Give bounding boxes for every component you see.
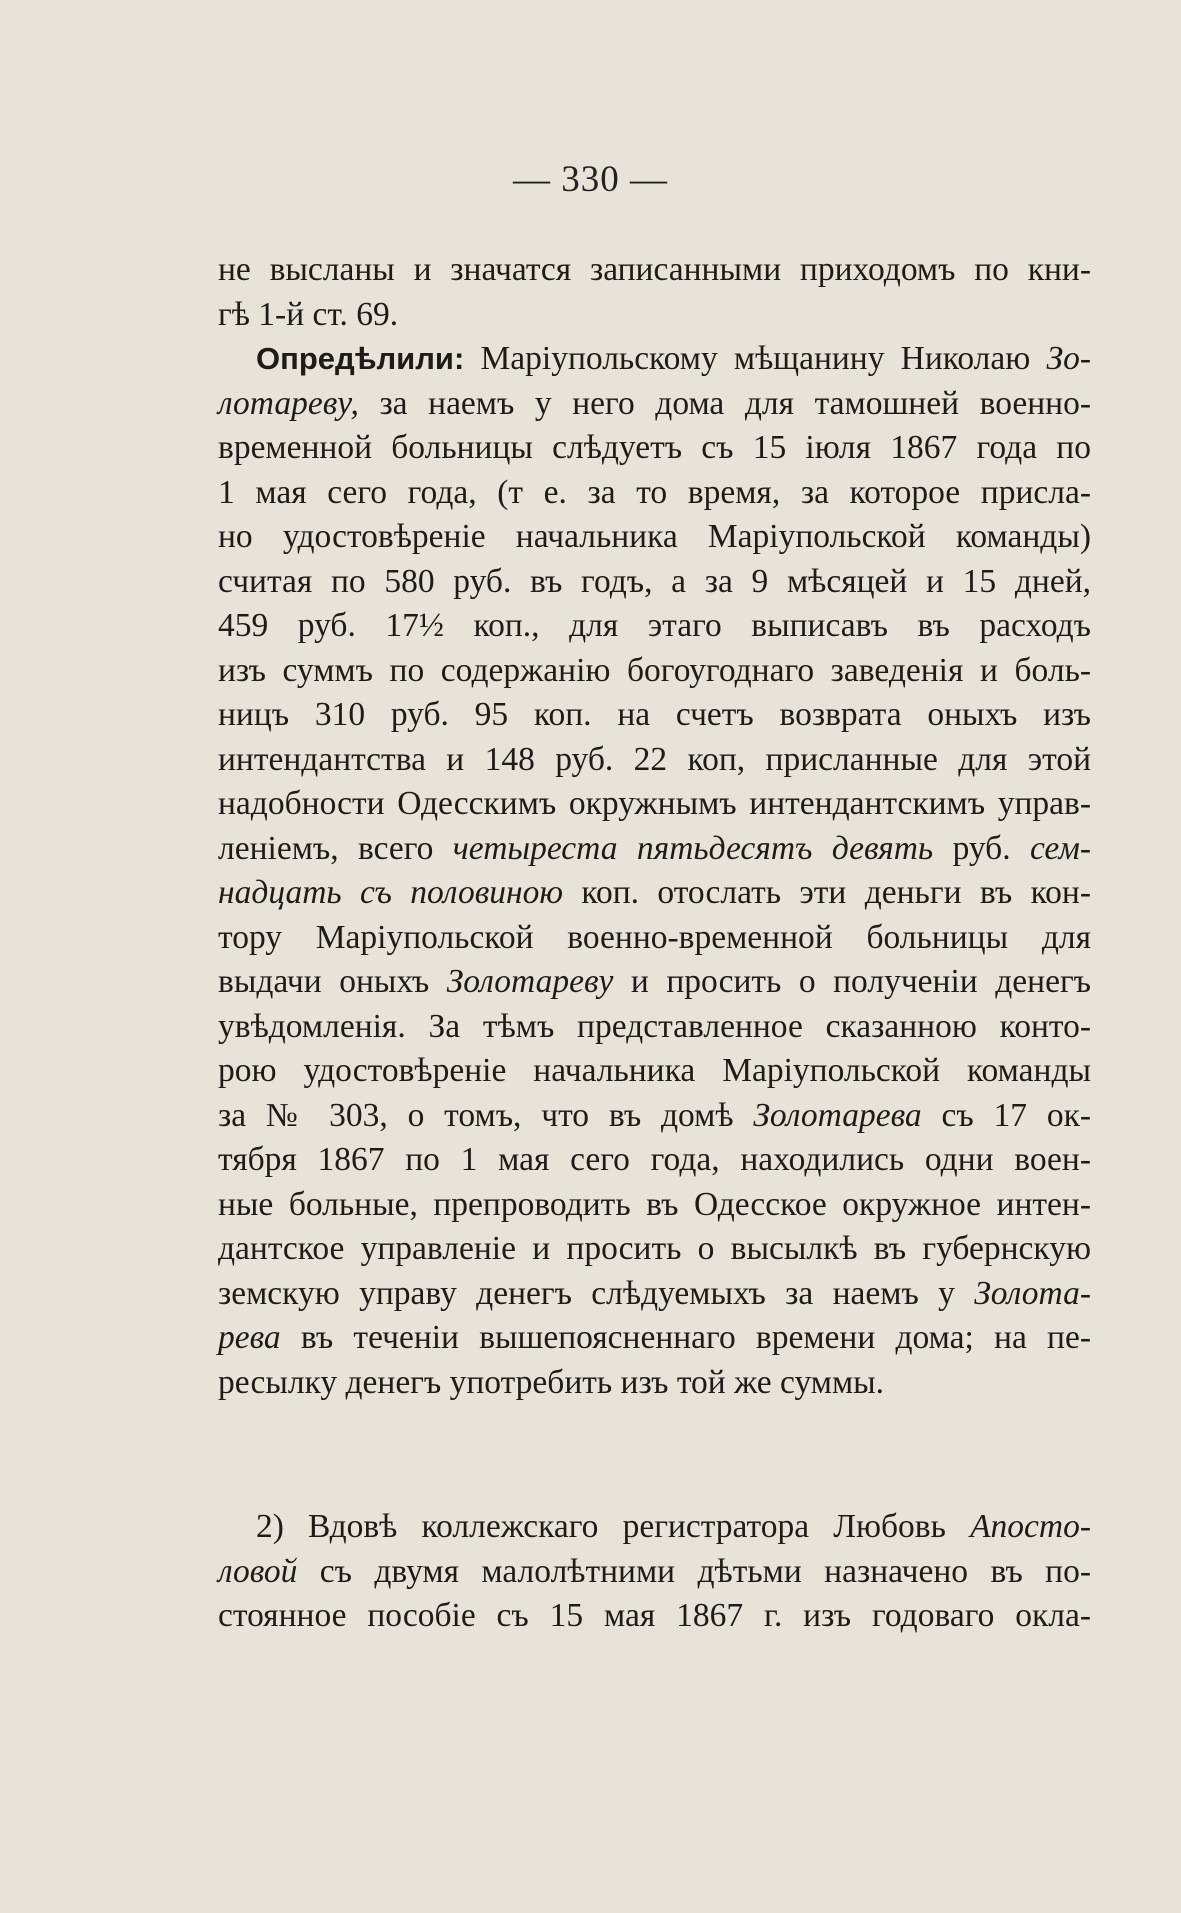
text-run: ресылку денегъ употребить изъ той же суммы. <box>218 1363 885 1401</box>
italic-text: Золота- <box>974 1274 1091 1312</box>
text-line <box>218 1183 1091 1228</box>
text-line <box>218 1094 1091 1139</box>
text-run: гѣ 1-й ст. 69. <box>218 295 399 333</box>
text-run: тября 1867 по 1 мая сего года, находились одни воен- <box>218 1141 1091 1178</box>
text-run: 459 руб. 17½ коп., для этаго выписавъ въ расходъ <box>218 607 1091 644</box>
text-line <box>218 1005 1091 1050</box>
text-run: въ теченіи вышепоясненнаго времени дома; на пе- <box>280 1319 1091 1356</box>
text-run: временной больницы слѣдуетъ съ 15 іюля 1867 года по <box>218 429 1091 466</box>
text-line <box>218 382 1091 427</box>
text-run: коп. отослать эти деньги въ кон- <box>562 874 1091 911</box>
text-run: съ 17 ок- <box>921 1096 1092 1134</box>
text-run: ницъ 310 руб. 95 коп. на счетъ возврата оныхъ изъ <box>218 696 1091 733</box>
text-run: земскую управу денегъ слѣдуемыхъ за наемъ у <box>218 1274 975 1312</box>
text-run: стоянное пособіе съ 15 мая 1867 г. изъ годоваго окла- <box>218 1597 1091 1634</box>
page-number: — 330 — <box>513 159 668 200</box>
italic-text: Апосто- <box>970 1508 1091 1545</box>
text-line <box>218 560 1091 605</box>
italic-text: четыреста пятьдесятъ девять <box>452 829 934 867</box>
text-run: ные больные, препроводить въ Одесское окружное интен- <box>218 1185 1091 1223</box>
text-line <box>218 515 1091 560</box>
text-line <box>218 916 1091 961</box>
text-run: считая по 580 руб. въ годъ, а за 9 мѣсяцей и 15 дней, <box>218 562 1091 600</box>
text-run: 2) Вдовѣ коллежскаго регистратора Любовь <box>256 1508 971 1545</box>
text-run: изъ суммъ по содержанію богоугоднаго заведенія и боль- <box>218 651 1091 689</box>
text-line <box>218 1505 1091 1550</box>
text-run: увѣдомленія. За тѣмъ представленное сказанною конто- <box>218 1007 1091 1045</box>
text-line <box>218 871 1091 916</box>
text-run: выдачи оныхъ <box>218 963 447 1000</box>
italic-text: рева <box>218 1319 281 1356</box>
text-line <box>218 827 1091 872</box>
text-line <box>218 1316 1091 1361</box>
text-run: но удостовѣреніе начальника Маріупольской команды) <box>218 518 1091 555</box>
text-run: руб. <box>933 829 1030 867</box>
italic-text: лотареву, <box>218 384 359 422</box>
text-line <box>218 293 1091 338</box>
text-line <box>218 693 1091 738</box>
text-line <box>218 782 1091 827</box>
italic-text: Золотарева <box>753 1096 922 1134</box>
text-line <box>218 1361 1091 1406</box>
italic-text: надцать съ половиною <box>218 874 563 911</box>
text-line <box>218 1227 1091 1272</box>
italic-text: ловой <box>218 1552 298 1590</box>
text-line <box>218 1138 1091 1183</box>
text-line <box>218 426 1091 471</box>
text-line <box>218 649 1091 694</box>
bold-lead-text: Опредѣлили: <box>256 341 465 376</box>
italic-text: Золотареву <box>446 963 614 1000</box>
text-run: и просить о полученіи денегъ <box>613 963 1092 1000</box>
text-run: надобности Одесскимъ окружнымъ интендантскимъ управ- <box>218 785 1091 822</box>
text-line <box>218 1049 1091 1094</box>
text-run: рою удостовѣреніе начальника Маріупольской команды <box>218 1052 1091 1089</box>
text-run: леніемъ, всего <box>218 829 453 867</box>
text-run: 1 мая сего года, (т е. за то время, за которое присла- <box>218 473 1091 511</box>
text-run: интендантства и 148 руб. 22 коп, присланные для этой <box>218 740 1091 778</box>
text-line <box>218 604 1091 649</box>
text-line <box>218 248 1091 293</box>
text-line <box>218 1272 1091 1317</box>
text-line <box>218 337 1091 382</box>
text-run: тору Маріупольской военно-временной больницы для <box>218 918 1091 956</box>
text-run: не высланы и значатся записанными приходомъ по кни- <box>218 251 1091 288</box>
text-run: за наемъ у него дома для тамошней военно- <box>358 384 1091 422</box>
text-line <box>218 1550 1091 1595</box>
text-run: за № 303, о томъ, что въ домѣ <box>218 1096 754 1134</box>
italic-text: сем- <box>1030 829 1091 867</box>
text-run: съ двумя малолѣтними дѣтьми назначено въ по- <box>297 1552 1091 1590</box>
text-line <box>218 960 1091 1005</box>
text-line <box>218 738 1091 783</box>
italic-text: Зо- <box>1046 340 1091 377</box>
text-line <box>218 1594 1091 1639</box>
text-line <box>218 471 1091 516</box>
text-run: Маріупольскому мѣщанину Николаю <box>464 340 1047 377</box>
paragraph-widow-allowance <box>218 1505 1091 1639</box>
paragraph-resolution <box>218 248 1091 1405</box>
text-run: дантское управленіе и просить о высылкѣ въ губернскую <box>218 1230 1091 1267</box>
